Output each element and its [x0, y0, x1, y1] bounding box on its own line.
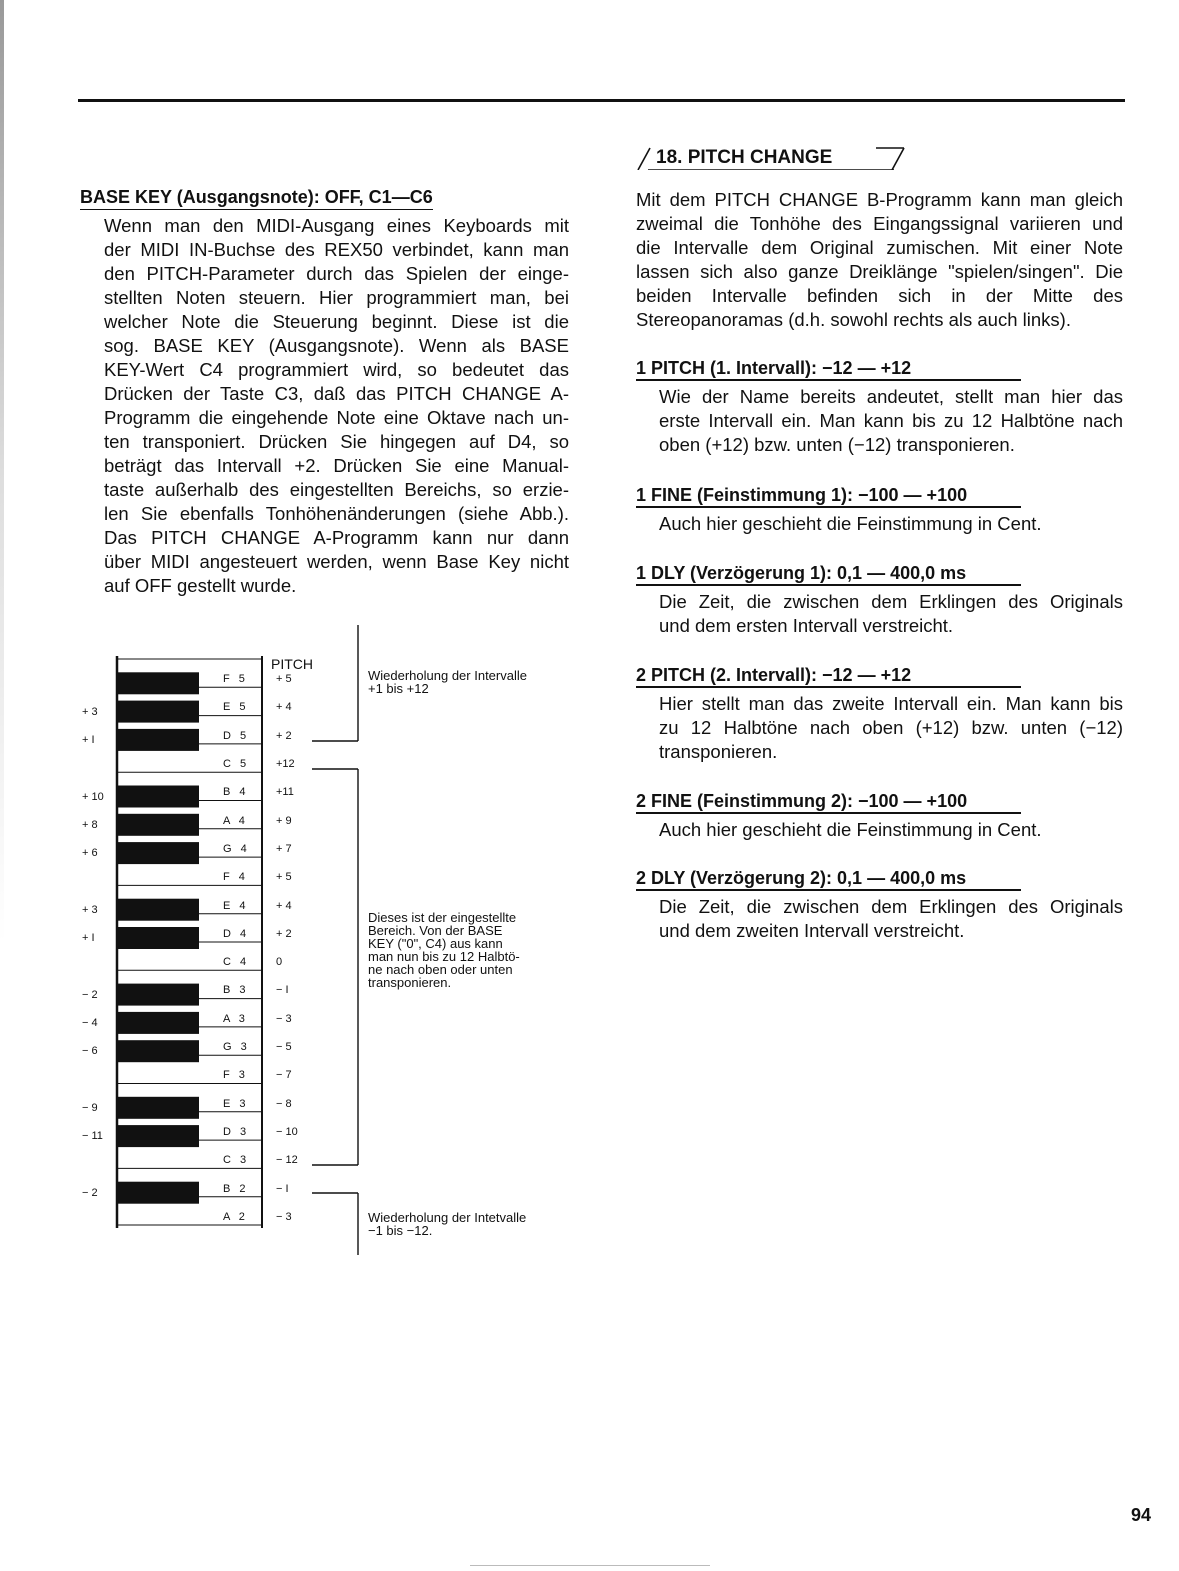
white-key-label: E 4 [223, 899, 249, 912]
black-key [117, 729, 199, 751]
text-line: Die Zeit, die zwischen dem Erklingen des Originals [659, 896, 1123, 917]
pitch-value: − 8 [276, 1097, 292, 1110]
text-line: beträgt das Intervall +2. Drücken Sie eine Manual- [104, 455, 569, 476]
pitch-value: 0 [276, 956, 283, 969]
pitch-value: − 5 [276, 1041, 292, 1054]
text-line: welcher Note die Steuerung beginnt. Diese ist die [104, 311, 569, 332]
text-line: Das PITCH CHANGE A-Programm kann nur dann [104, 527, 569, 548]
section-title-text: 18. PITCH CHANGE [656, 147, 833, 168]
param-description [659, 895, 1123, 943]
white-key-label: F 3 [223, 1069, 248, 1082]
pitch-value: − 7 [276, 1069, 292, 1082]
bottom-rule [470, 1565, 710, 1566]
pitch-value: + 9 [276, 814, 292, 827]
black-key-value: − 2 [82, 988, 98, 1001]
text-line: Stereopanoramas (d.h. sowohl rechts als auch links). [636, 309, 1071, 330]
text-line: Wenn man den MIDI-Ausgang eines Keyboards mit [104, 215, 569, 236]
white-key-label: B 2 [223, 1182, 249, 1195]
param-heading-rule [636, 584, 1021, 586]
page-number: 94 [1130, 1505, 1151, 1525]
text-line: lassen sich also ganze Dreiklänge "spielen/singen". Die [636, 261, 1123, 282]
black-key [117, 984, 199, 1006]
white-key-label: C 3 [223, 1154, 250, 1167]
black-key [117, 899, 199, 921]
white-key-label: F 5 [223, 673, 248, 686]
white-key-label: B 3 [223, 984, 249, 997]
text-line: zweimal die Tonhöhe des Eingangssignal variieren und [636, 213, 1123, 234]
param-description [659, 818, 1123, 842]
black-key [117, 927, 199, 949]
param-heading-rule [636, 889, 1021, 891]
text-line: und dem zweiten Intervall verstreicht. [659, 920, 965, 941]
pitch-column-header: PITCH [271, 656, 313, 672]
param-heading: 2 PITCH (2. Intervall): −12 — +12 [636, 665, 912, 685]
white-key-label: E 5 [223, 701, 249, 714]
text-line: den PITCH-Parameter durch das Spielen der einge- [104, 263, 569, 284]
text-line: ten transponiert. Drücken Sie hingegen auf D4, so [104, 431, 569, 452]
black-key-value: − 6 [82, 1045, 98, 1058]
param-description [659, 590, 1123, 638]
note-set-range: Dieses ist der eingestellte Bereich. Von der BASE KEY ("0", C4) aus kann man nun bis zu 12 Halbtö- ne nach oben oder unten transponieren. [368, 910, 520, 990]
text-line: und dem ersten Intervall verstreicht. [659, 615, 954, 636]
black-key [117, 1182, 199, 1204]
pitch-value: − 12 [276, 1154, 298, 1167]
text-line: stellten Noten steuern. Hier programmiert man, bei [104, 287, 569, 308]
black-key [117, 1040, 199, 1062]
param-description [659, 512, 1123, 536]
param-heading-rule [636, 812, 1021, 814]
black-key [117, 786, 199, 808]
text-line: Auch hier geschieht die Feinstimmung in Cent. [659, 819, 1042, 840]
black-key-value: + I [82, 932, 95, 944]
black-key-value: + 8 [82, 818, 98, 831]
pitch-value: +11 [276, 786, 294, 799]
text-line: sog. BASE KEY (Ausgangsnote). Wenn als BASE [104, 335, 569, 356]
black-key [117, 1097, 199, 1119]
black-key-value: − 11 [82, 1130, 103, 1143]
pitch-value: − 10 [276, 1125, 298, 1138]
pitch-change-intro [636, 188, 1123, 332]
pitch-value: − 3 [276, 1012, 292, 1025]
text-line: Auch hier geschieht die Feinstimmung in Cent. [659, 513, 1042, 534]
black-key-value: + I [82, 733, 95, 746]
text-line: erste Intervall ein. Man kann bis zu 12 Halbtöne nach [659, 410, 1123, 431]
black-key [117, 814, 199, 836]
black-key-value: + 3 [82, 705, 98, 718]
text-line: Die Zeit, die zwischen dem Erklingen des Originals [659, 591, 1123, 612]
white-key-label: A 2 [223, 1210, 248, 1223]
black-key [117, 842, 199, 864]
pitch-value: +12 [276, 758, 295, 771]
black-key-value: + 10 [82, 790, 104, 803]
white-key-label: C 5 [223, 758, 250, 771]
black-key [117, 701, 199, 723]
param-heading: 1 PITCH (1. Intervall): −12 — +12 [636, 358, 912, 378]
param-heading-rule [636, 506, 1021, 508]
note-repeat-lower: Wiederholung der Intetvalle −1 bis −12. [368, 1210, 527, 1238]
white-key-label: E 3 [223, 1097, 249, 1110]
text-line: Wie der Name bereits andeutet, stellt man hier das [659, 386, 1123, 407]
param-heading: 2 DLY (Verzögerung 2): 0,1 — 400,0 ms [636, 868, 967, 888]
text-line: oben (+12) bzw. unten (−12) transponieren. [659, 434, 1015, 455]
param-description [659, 692, 1123, 764]
white-key-label: D 3 [223, 1125, 250, 1138]
white-key-label: G 4 [223, 842, 250, 855]
text-line: Mit dem PITCH CHANGE B-Programm kann man gleich [636, 189, 1123, 210]
pitch-value: + 5 [276, 673, 292, 686]
note-repeat-upper: Wiederholung der Intervalle +1 bis +12 [368, 668, 527, 696]
base-key-heading: BASE KEY (Ausgangsnote): OFF, C1—C6 [80, 186, 433, 210]
pitch-value: + 5 [276, 871, 292, 884]
text-line: Programm die eingehende Note eine Oktave nach un- [104, 407, 569, 428]
param-heading-rule [636, 686, 1021, 688]
pitch-value: + 2 [276, 729, 292, 742]
param-heading: 2 FINE (Feinstimmung 2): −100 — +100 [636, 791, 968, 811]
white-key-label: A 4 [223, 814, 248, 827]
param-heading: 1 FINE (Feinstimmung 1): −100 — +100 [636, 485, 968, 505]
pitch-value: + 2 [276, 927, 292, 940]
text-line: zu 12 Halbtöne nach oben (+12) bzw. unten (−12) [659, 717, 1123, 738]
text-line: transponieren. [659, 741, 778, 762]
text-line: len Sie ebenfalls Tonhöhenänderungen (siehe Abb.). [104, 503, 569, 524]
black-key-value: + 3 [82, 903, 98, 916]
black-key [117, 672, 199, 694]
text-line: über MIDI angesteuert werden, wenn Base Key nicht [104, 551, 569, 572]
text-line: Drücken der Taste C3, daß das PITCH CHANGE A- [104, 383, 569, 404]
white-key-label: C 4 [223, 956, 250, 969]
text-line: taste außerhalb des eingestellten Bereichs, so erzie- [104, 479, 569, 500]
param-heading: 1 DLY (Verzögerung 1): 0,1 — 400,0 ms [636, 563, 967, 583]
param-heading-rule [636, 379, 1021, 381]
text-line: die Intervalle dem Original zumischen. Mit einer Note [636, 237, 1123, 258]
white-key-label: F 4 [223, 871, 248, 884]
text-line: KEY-Wert C4 programmiert wird, so bedeutet das [104, 359, 569, 380]
black-key-value: − 2 [82, 1186, 98, 1199]
white-key-label: A 3 [223, 1012, 248, 1025]
pitch-value: − 3 [276, 1210, 292, 1223]
pitch-value: + 7 [276, 842, 292, 855]
pitch-value: + 4 [276, 899, 292, 912]
pitch-value: + 4 [276, 701, 292, 714]
black-key [117, 1012, 199, 1034]
text-line: Hier stellt man das zweite Intervall ein. Man kann bis [659, 693, 1123, 714]
white-key-label: G 3 [223, 1041, 250, 1054]
text-line: beiden Intervalle befinden sich in der Mitte des [636, 285, 1123, 306]
param-description [659, 385, 1123, 457]
pitch-value: − I [276, 1182, 289, 1195]
white-key-label: D 4 [223, 927, 250, 940]
pitch-value: − I [276, 984, 289, 997]
text-line: der MIDI IN-Buchse des REX50 verbindet, kann man [104, 239, 569, 260]
black-key [117, 1125, 199, 1147]
black-key-value: + 6 [82, 847, 98, 860]
black-key-value: − 9 [82, 1101, 98, 1114]
white-key-label: B 4 [223, 786, 249, 799]
black-key-value: − 4 [82, 1016, 98, 1029]
text-line: auf OFF gestellt wurde. [104, 575, 297, 596]
white-key-label: D 5 [223, 729, 250, 742]
